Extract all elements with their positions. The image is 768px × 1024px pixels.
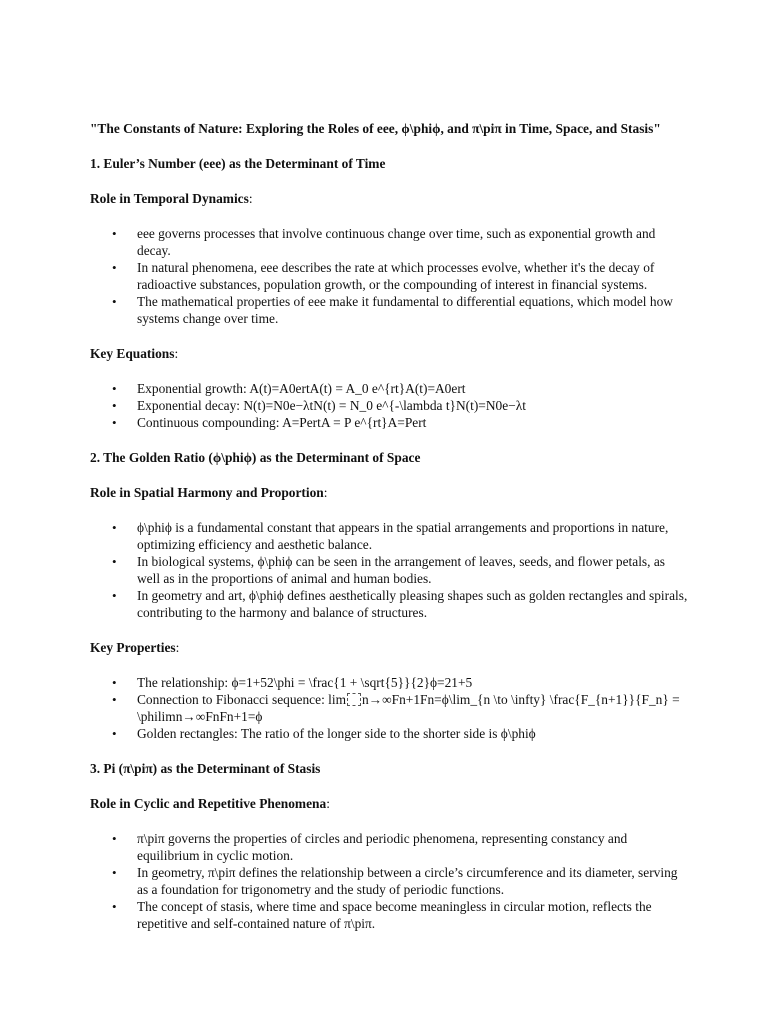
list-item: • In geometry, π\piπ defines the relationship between a circle’s circumference and its diameter, serving as a foundation for trigonometry and the study of periodic functions. [90,864,690,898]
section-heading-golden-ratio: 2. The Golden Ratio (ϕ\phiϕ) as the Determinant of Space [90,450,421,465]
fibonacci-text-end: n→∞Fn+1Fn=ϕ\lim_{n \to \infty} \frac{F_{n+1}}{F_n} = \philimn→∞FnFn+1=ϕ [137,692,680,724]
role-list-cyclic [90,830,690,932]
role-list-temporal [90,225,690,327]
list-item: • eee governs processes that involve continuous change over time, such as exponential growth and decay. [90,225,690,259]
role-list-spatial [90,519,690,621]
list-item: • The concept of stasis, where time and space become meaningless in circular motion, reflects the repetitive and self-contained nature of π\piπ. [90,898,690,932]
list-item: • In natural phenomena, eee describes the rate at which processes evolve, whether it's the decay of radioactive substances, population growth, or the compounding of interest in financial systems. [90,259,690,293]
key-properties-label: Key Properties: [90,640,180,655]
list-item: • The mathematical properties of eee make it fundamental to differential equations, which model how systems change over time. [90,293,690,327]
role-label-cyclic: Role in Cyclic and Repetitive Phenomena: [90,796,330,811]
role-label-spatial: Role in Spatial Harmony and Proportion: [90,485,328,500]
list-item: • π\piπ governs the properties of circles and periodic phenomena, representing constancy and equilibrium in cyclic motion. [90,830,690,864]
list-item: • Exponential growth: A(t)=A0ertA(t) = A_0 e^{rt}A(t)=A0ert [90,380,690,397]
section-heading-pi: 3. Pi (π\piπ) as the Determinant of Stasis [90,761,321,776]
key-equations-label: Key Equations: [90,346,179,361]
list-item: • In geometry and art, ϕ\phiϕ defines aesthetically pleasing shapes such as golden rectangles and spirals, contributing to the harmony and balance of structures. [90,587,690,621]
key-equations-list [90,380,690,431]
key-properties-list [90,674,690,742]
fibonacci-text-start: Connection to Fibonacci sequence: lim [137,692,346,707]
list-item: • Golden rectangles: The ratio of the longer side to the shorter side is ϕ\phiϕ [90,725,690,742]
missing-glyph-box [347,693,361,706]
section-heading-euler: 1. Euler’s Number (eee) as the Determinant of Time [90,156,386,171]
list-item: • In biological systems, ϕ\phiϕ can be seen in the arrangement of leaves, seeds, and flower petals, as well as in the proportions of animal and human bodies. [90,553,690,587]
list-item: • Exponential decay: N(t)=N0e−λtN(t) = N_0 e^{-\lambda t}N(t)=N0e−λt [90,397,690,414]
list-item: • The relationship: ϕ=1+52\phi = \frac{1 + \sqrt{5}}{2}ϕ=21+5 [90,674,690,691]
list-item: • Continuous compounding: A=PertA = P e^{rt}A=Pert [90,414,690,431]
document-title: "The Constants of Nature: Exploring the Roles of eee, ϕ\phiϕ, and π\piπ in Time, Space, and Stasis" [90,121,661,136]
list-item: • ϕ\phiϕ is a fundamental constant that appears in the spatial arrangements and proportions in nature, optimizing efficiency and aesthetic balance. [90,519,690,553]
list-item-fibonacci [90,691,690,725]
document-page [90,120,690,950]
role-label-temporal: Role in Temporal Dynamics: [90,191,253,206]
